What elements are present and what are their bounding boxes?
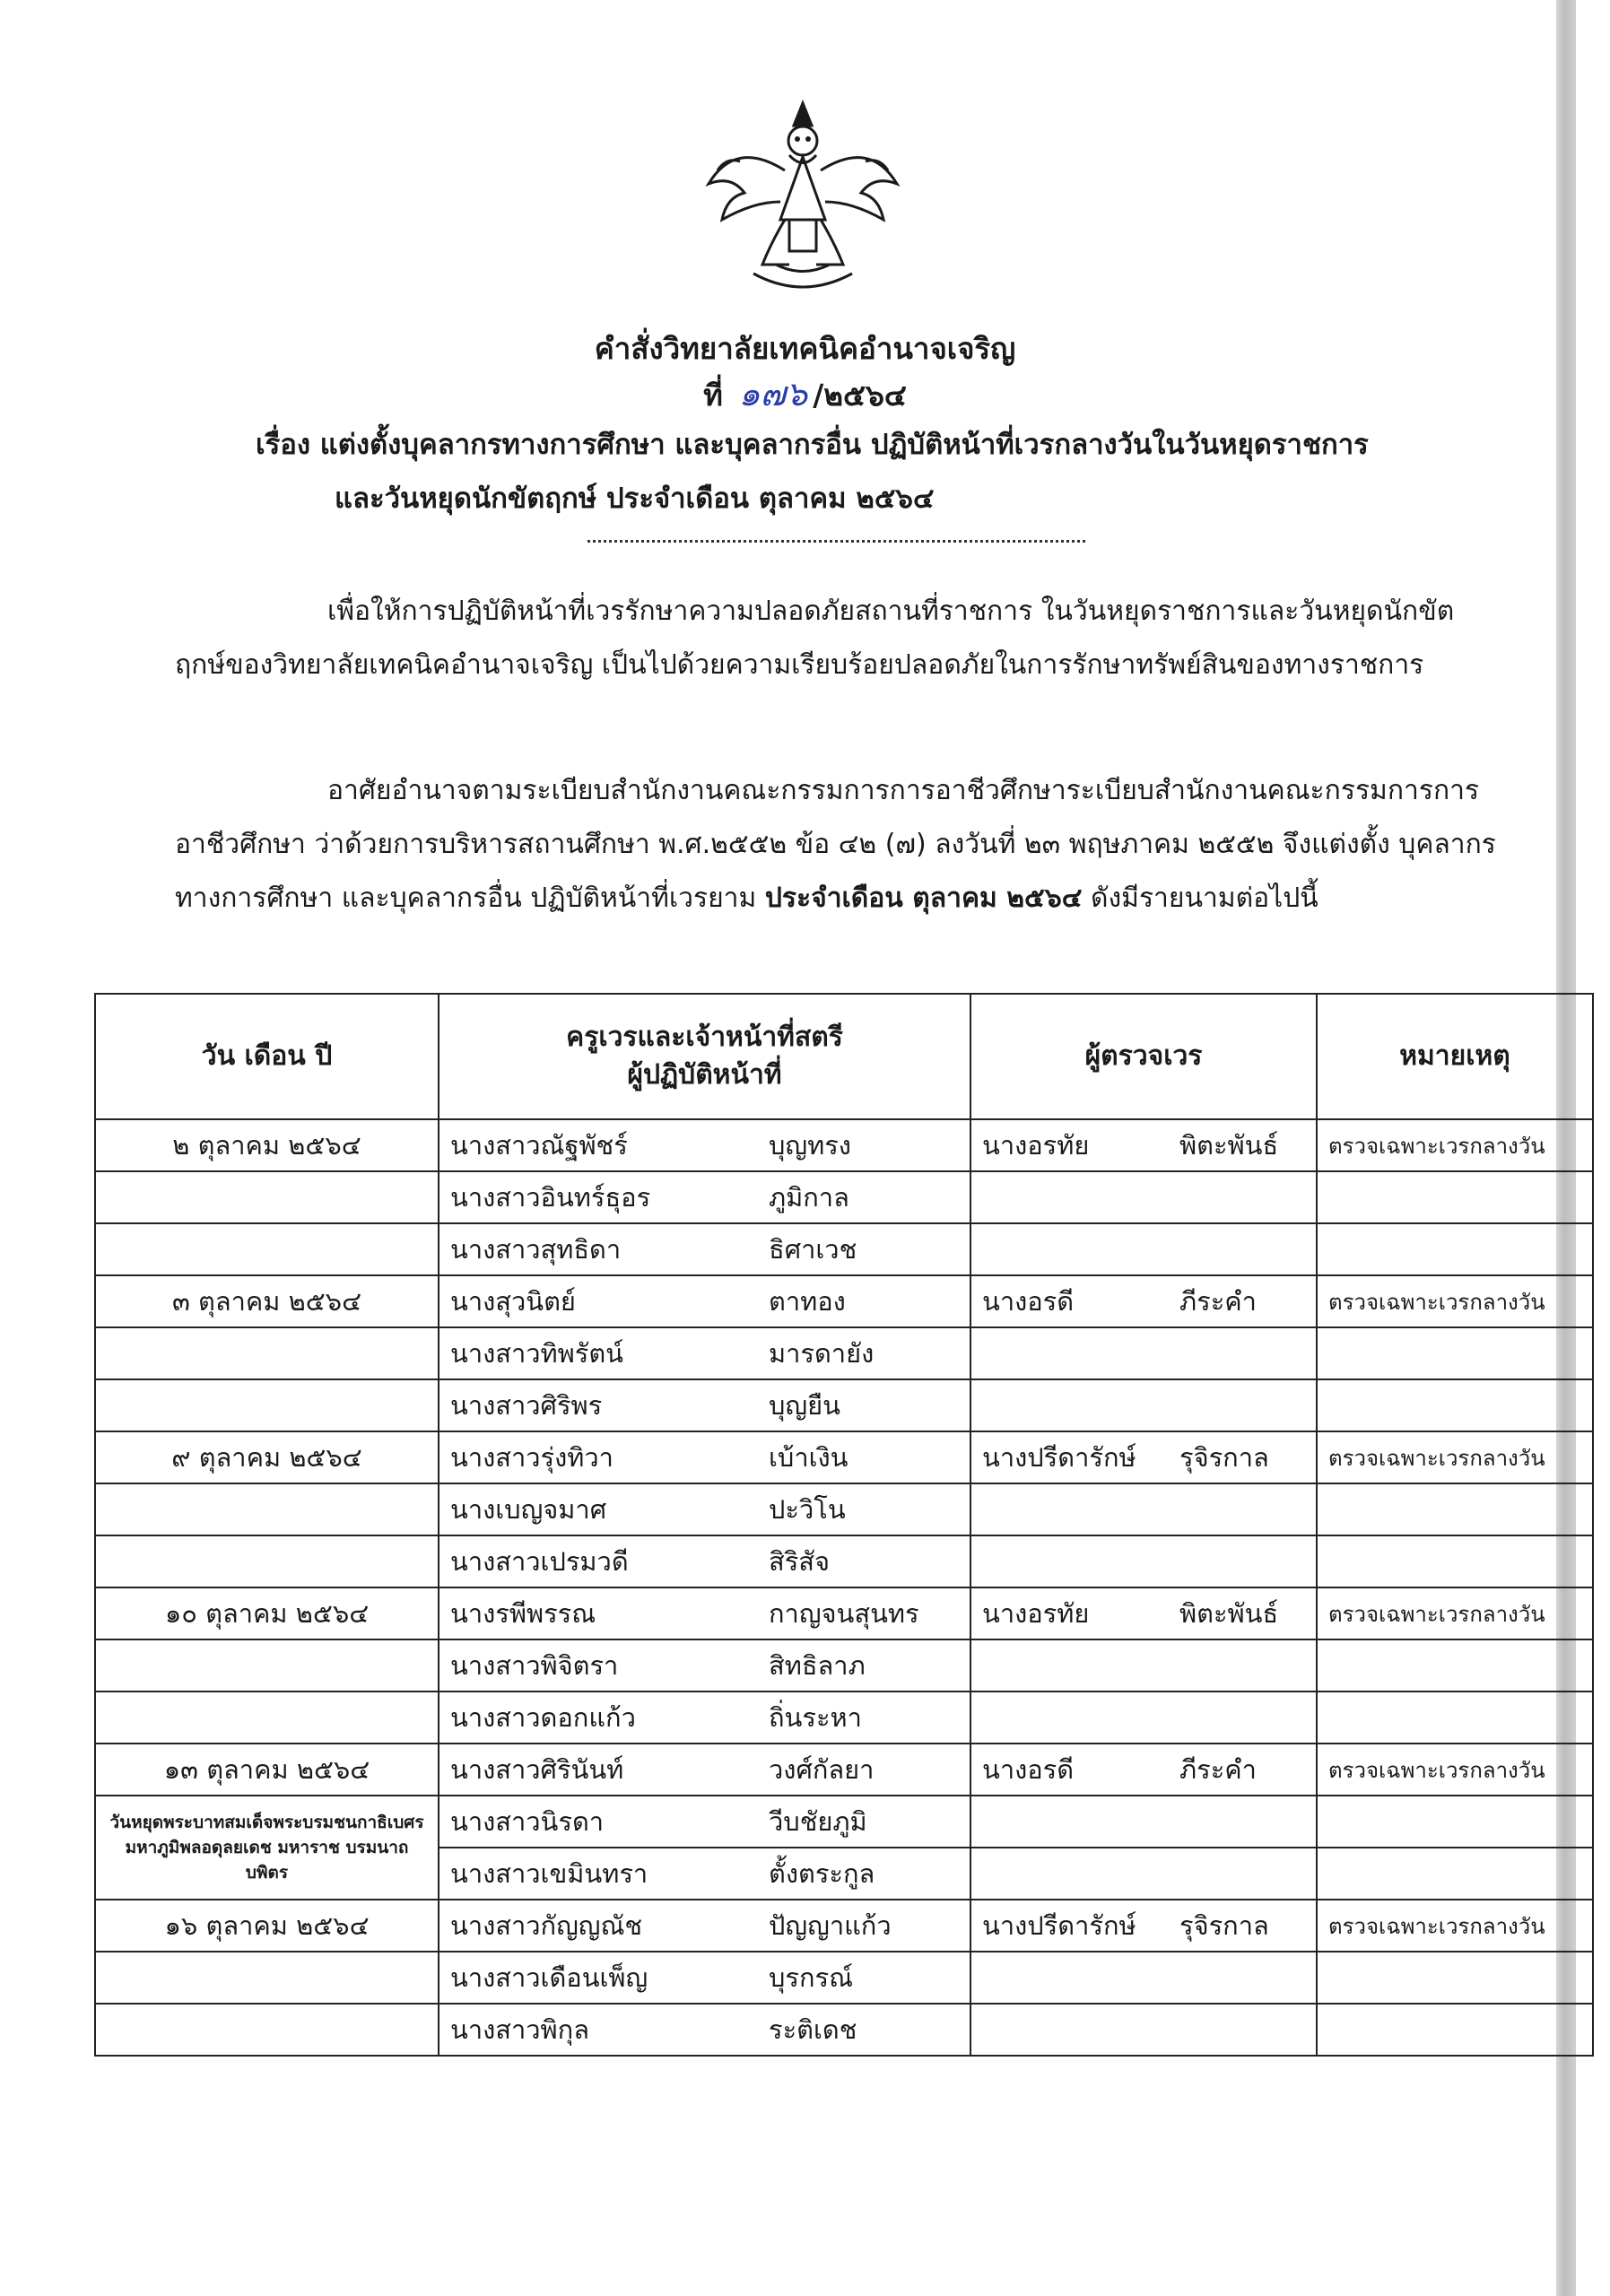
staff-cell: นางสาวพิจิตรา สิทธิลาภ: [439, 1639, 970, 1692]
handwritten-number: ๑๗๖: [738, 374, 808, 413]
remark-cell: [1317, 1483, 1593, 1535]
order-number: ที่ ๑๗๖ /๒๕๖๔: [703, 374, 907, 413]
table-row: [95, 1171, 1593, 1223]
date-cell: [95, 2004, 439, 2056]
header-remark: หมายเหตุ: [1317, 994, 1593, 1119]
remark-cell: [1317, 1952, 1593, 2004]
table-row: [95, 1952, 1593, 2004]
subject-line-1: เรื่อง แต่งตั้งบุคลากรทางการศึกษา และบุคลากรอื่น ปฏิบัติหน้าที่เวรกลางวันในวันหยุดราชการ: [256, 429, 1369, 461]
staff-cell: นางสาวกัญญณัช ปัญญาแก้ว: [439, 1900, 970, 1952]
date-cell: [95, 1692, 439, 1744]
inspector-cell: นางอรดี ภีระคำ: [970, 1744, 1317, 1796]
inspector-cell: [970, 2004, 1317, 2056]
header-inspector: ผู้ตรวจเวร: [970, 994, 1317, 1119]
remark-cell: [1317, 1171, 1593, 1223]
header-staff: ครูเวรและเจ้าหน้าที่สตรี ผู้ปฏิบัติหน้าที่: [439, 994, 970, 1119]
table-row: [95, 1692, 1593, 1744]
duty-roster-table: [94, 993, 1594, 2057]
table-row: [95, 1587, 1593, 1639]
table-row: [95, 1119, 1593, 1171]
table-row: [95, 1223, 1593, 1275]
remark-cell: [1317, 1223, 1593, 1275]
inspector-cell: นางอรทัย พิตะพันธ์: [970, 1119, 1317, 1171]
date-cell: [95, 1171, 439, 1223]
date-cell: ๙ ตุลาคม ๒๕๖๔: [95, 1431, 439, 1483]
inspector-cell: [970, 1952, 1317, 2004]
staff-cell: นางสาวพิกุล ระติเดช: [439, 2004, 970, 2056]
staff-cell: นางสาวรุ่งทิวา เบ้าเงิน: [439, 1431, 970, 1483]
staff-cell: นางสาวทิพรัตน์ มารดายัง: [439, 1327, 970, 1379]
inspector-cell: [970, 1171, 1317, 1223]
subject-line-2: และวันหยุดนักขัตฤกษ์ ประจำเดือน ตุลาคม ๒๕๖๔: [335, 483, 935, 515]
date-cell: ๒ ตุลาคม ๒๕๖๔: [95, 1119, 439, 1171]
paragraph-authority: อาศัยอำนาจตามระเบียบสำนักงานคณะกรรมการการอาชีวศึกษาระเบียบสำนักงานคณะกรรมการการอาชีวศึกษา ว่าด้วยการบริหารสถานศึกษา พ.ศ.๒๕๕๒ ข้อ ๔๒ (๗) ลงวันที่ ๒๓ พฤษภาคม ๒๕๕๒ จึงแต่งตั้ง บุคลากรทางการศึกษา และบุคลากรอื่น ปฏิบัติหน้าที่เวรยาม ประจำเดือน ตุลาคม ๒๕๖๔ ดังมีรายนามต่อไปนี้: [175, 775, 1496, 914]
inspector-cell: นางปรีดารักษ์ รุจิรกาล: [970, 1431, 1317, 1483]
date-cell: [95, 1535, 439, 1587]
staff-cell: นางสุวนิตย์ ตาทอง: [439, 1275, 970, 1327]
date-cell: ๓ ตุลาคม ๒๕๖๔: [95, 1275, 439, 1327]
inspector-cell: [970, 1483, 1317, 1535]
date-cell: [95, 1483, 439, 1535]
date-cell: ๑๖ ตุลาคม ๒๕๖๔: [95, 1900, 439, 1952]
staff-cell: นางสาวสุทธิดา ธิศาเวช: [439, 1223, 970, 1275]
table-row: [95, 1431, 1593, 1483]
dotted-divider: [587, 540, 1085, 543]
table-row: [95, 1483, 1593, 1535]
table-row: [95, 1327, 1593, 1379]
staff-cell: นางสาวเปรมวดี สิริสัจ: [439, 1535, 970, 1587]
inspector-cell: นางปรีดารักษ์ รุจิรกาล: [970, 1900, 1317, 1952]
inspector-cell: [970, 1848, 1317, 1900]
remark-cell: [1317, 1535, 1593, 1587]
remark-cell: [1317, 1379, 1593, 1431]
remark-cell: ตรวจเฉพาะเวรกลางวัน: [1317, 1744, 1593, 1796]
staff-cell: นางสาวศิรินันท์ วงศ์กัลยา: [439, 1744, 970, 1796]
inspector-cell: [970, 1327, 1317, 1379]
remark-cell: ตรวจเฉพาะเวรกลางวัน: [1317, 1431, 1593, 1483]
staff-cell: นางรพีพรรณ กาญจนสุนทร: [439, 1587, 970, 1639]
date-cell: [95, 1379, 439, 1431]
date-cell: [95, 1327, 439, 1379]
table-row: [95, 1275, 1593, 1327]
paragraph-bold-month: ประจำเดือน ตุลาคม ๒๕๖๔: [764, 883, 1083, 914]
inspector-cell: [970, 1692, 1317, 1744]
table-row: [95, 1639, 1593, 1692]
remark-cell: [1317, 1848, 1593, 1900]
inspector-cell: [970, 1796, 1317, 1848]
staff-cell: นางสาวอินทร์ธุอร ภูมิกาล: [439, 1171, 970, 1223]
holiday-note-cell: วันหยุดพระบาทสมเด็จพระบรมชนกาธิเบศร มหาภูมิพลอดุลยเดช มหาราช บรมนาถบพิตร: [95, 1796, 439, 1900]
date-cell: [95, 1223, 439, 1275]
remark-cell: [1317, 1327, 1593, 1379]
paragraph-purpose: เพื่อให้การปฏิบัติหน้าที่เวรรักษาความปลอดภัยสถานที่ราชการ ในวันหยุดราชการและวันหยุดนักขัตฤกษ์ของวิทยาลัยเทคนิคอำนาจเจริญ เป็นไปด้วยความเรียบร้อยปลอดภัยในการรักษาทรัพย์สินของทางราชการ: [175, 596, 1455, 681]
staff-cell: นางเบญจมาศ ปะวิโน: [439, 1483, 970, 1535]
remark-cell: [1317, 1639, 1593, 1692]
date-cell: [95, 1952, 439, 2004]
table-row: [95, 1796, 1593, 1848]
remark-cell: [1317, 2004, 1593, 2056]
inspector-cell: [970, 1223, 1317, 1275]
date-cell: [95, 1639, 439, 1692]
inspector-cell: [970, 1639, 1317, 1692]
table-row: [95, 1900, 1593, 1952]
order-title: คำสั่งวิทยาลัยเทคนิคอำนาจเจริญ: [594, 331, 1016, 366]
staff-cell: นางสาวดอกแก้ว ถิ่นระหา: [439, 1692, 970, 1744]
staff-cell: นางสาวนิรดา วีบชัยภูมิ: [439, 1796, 970, 1848]
inspector-cell: นางอรดี ภีระคำ: [970, 1275, 1317, 1327]
staff-cell: นางสาวศิริพร บุญยืน: [439, 1379, 970, 1431]
inspector-cell: [970, 1379, 1317, 1431]
table-header-row: [95, 994, 1593, 1119]
remark-cell: ตรวจเฉพาะเวรกลางวัน: [1317, 1119, 1593, 1171]
remark-cell: ตรวจเฉพาะเวรกลางวัน: [1317, 1587, 1593, 1639]
remark-cell: [1317, 1692, 1593, 1744]
staff-cell: นางสาวเดือนเพ็ญ บุรกรณ์: [439, 1952, 970, 2004]
remark-cell: ตรวจเฉพาะเวรกลางวัน: [1317, 1900, 1593, 1952]
garuda-emblem-icon: [700, 85, 906, 300]
remark-cell: [1317, 1796, 1593, 1848]
date-cell: ๑๓ ตุลาคม ๒๕๖๔: [95, 1744, 439, 1796]
staff-cell: นางสาวณัฐพัชร์ บุญทรง: [439, 1119, 970, 1171]
table-row: [95, 1379, 1593, 1431]
date-cell: ๑๐ ตุลาคม ๒๕๖๔: [95, 1587, 439, 1639]
inspector-cell: นางอรทัย พิตะพันธ์: [970, 1587, 1317, 1639]
staff-cell: นางสาวเขมินทรา ตั้งตระกูล: [439, 1848, 970, 1900]
remark-cell: ตรวจเฉพาะเวรกลางวัน: [1317, 1275, 1593, 1327]
table-row: [95, 1744, 1593, 1796]
table-row: [95, 1535, 1593, 1587]
header-date: วัน เดือน ปี: [95, 994, 439, 1119]
inspector-cell: [970, 1535, 1317, 1587]
table-row: [95, 2004, 1593, 2056]
